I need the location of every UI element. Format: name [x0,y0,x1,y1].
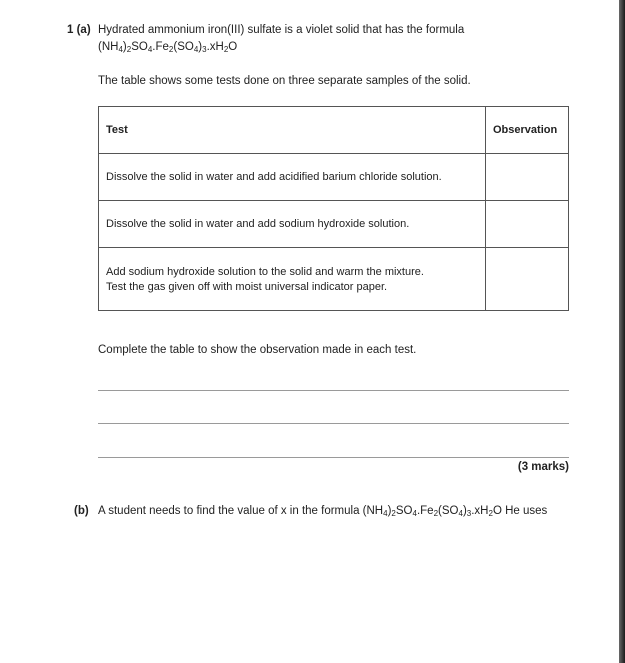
test-cell: Dissolve the solid in water and add acidified barium chloride solution. [99,154,486,201]
test-cell-line: Test the gas given off with moist universal indicator paper. [106,280,388,293]
tests-table [98,106,569,311]
observation-cell[interactable] [486,248,569,311]
marks-label: (3 marks) [517,461,569,473]
observation-cell[interactable] [486,154,569,201]
test-cell: Dissolve the solid in water and add sodium hydroxide solution. [99,201,486,248]
page-edge-shadow [619,0,625,663]
instruction-text: Complete the table to show the observation made in each test. [98,344,417,356]
part-b-text: A student needs to find the value of x in the formula $(NH_4)_2SO_4.Fe_2(SO_4)_3.xH_2O$ He uses [98,505,548,518]
table-header-row [99,107,569,154]
answer-line[interactable] [98,423,569,424]
header-test: Test [99,107,486,154]
table-intro: The table shows some tests done on three separate samples of the solid. [98,75,471,87]
table-row [99,248,569,311]
table-row [99,201,569,248]
answer-line[interactable] [98,457,569,458]
header-observation: Observation [486,107,569,154]
part-b-label: (b) [74,505,89,517]
question-number: 1 (a) [67,24,91,36]
test-cell [99,248,486,311]
observation-cell[interactable] [486,201,569,248]
part-a-statement: Hydrated ammonium iron(III) sulfate is a violet solid that has the formula [98,24,465,36]
chemical-formula: $(NH_4)_2SO_4.Fe_2(SO_4)_3.xH_2O$ [98,41,238,54]
test-cell-line: Add sodium hydroxide solution to the solid and warm the mixture. [106,265,424,278]
answer-line[interactable] [98,390,569,391]
table-row [99,154,569,201]
